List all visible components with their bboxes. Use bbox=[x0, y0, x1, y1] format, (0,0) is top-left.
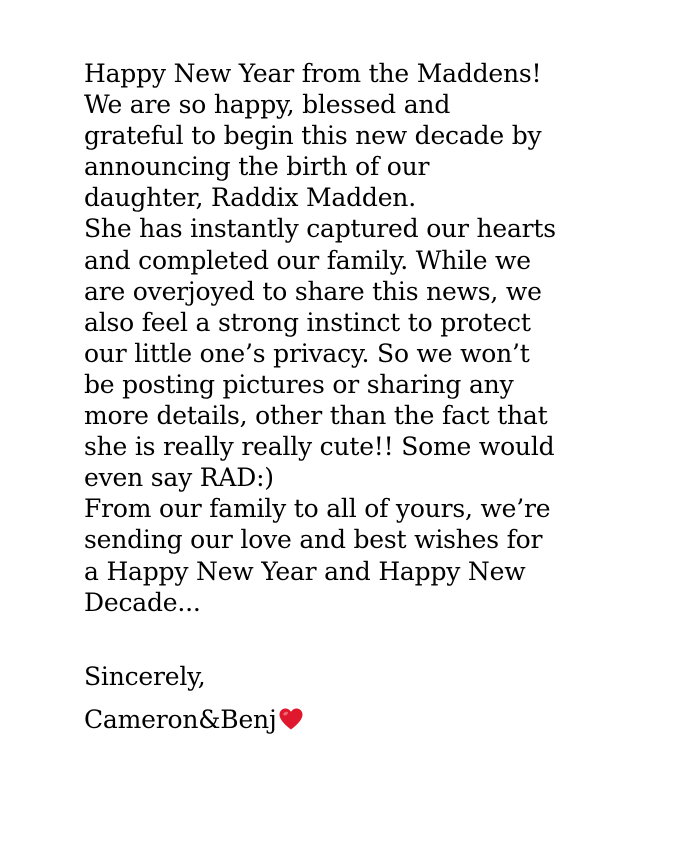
letter-line: also feel a strong instinct to protect bbox=[84, 307, 531, 337]
letter-line: She has instantly captured our hearts bbox=[84, 214, 556, 244]
letter-line: are overjoyed to share this news, we bbox=[84, 276, 542, 306]
letter-line: she is really really cute!! Some would bbox=[84, 432, 555, 462]
letter-line: be posting pictures or sharing any bbox=[84, 369, 514, 399]
letter-line: a Happy New Year and Happy New bbox=[84, 556, 526, 586]
letter-line: more details, other than the fact that bbox=[84, 401, 548, 431]
letter-line: even say RAD:) bbox=[84, 463, 274, 493]
letter-line: daughter, Raddix Madden. bbox=[84, 183, 416, 213]
letter-line: sending our love and best wishes for bbox=[84, 525, 543, 555]
letter-line: and completed our family. While we bbox=[84, 245, 531, 275]
letter-line: grateful to begin this new decade by bbox=[84, 121, 542, 151]
red-heart-icon bbox=[278, 707, 304, 731]
letter-body bbox=[84, 58, 684, 735]
letter-line: We are so happy, blessed and bbox=[84, 90, 451, 120]
signature-line bbox=[84, 704, 684, 735]
closing-text: Sincerely, bbox=[84, 661, 206, 691]
letter-line: Decade... bbox=[84, 587, 201, 617]
letter-line: From our family to all of yours, we’re bbox=[84, 494, 551, 524]
letter-line: Happy New Year from the Maddens! bbox=[84, 59, 542, 88]
letter-line: announcing the birth of our bbox=[84, 152, 430, 182]
paragraph-gap bbox=[84, 618, 684, 649]
letter-line: our little one’s privacy. So we won’t bbox=[84, 338, 530, 368]
signature-text: Cameron&Benj bbox=[84, 704, 277, 734]
